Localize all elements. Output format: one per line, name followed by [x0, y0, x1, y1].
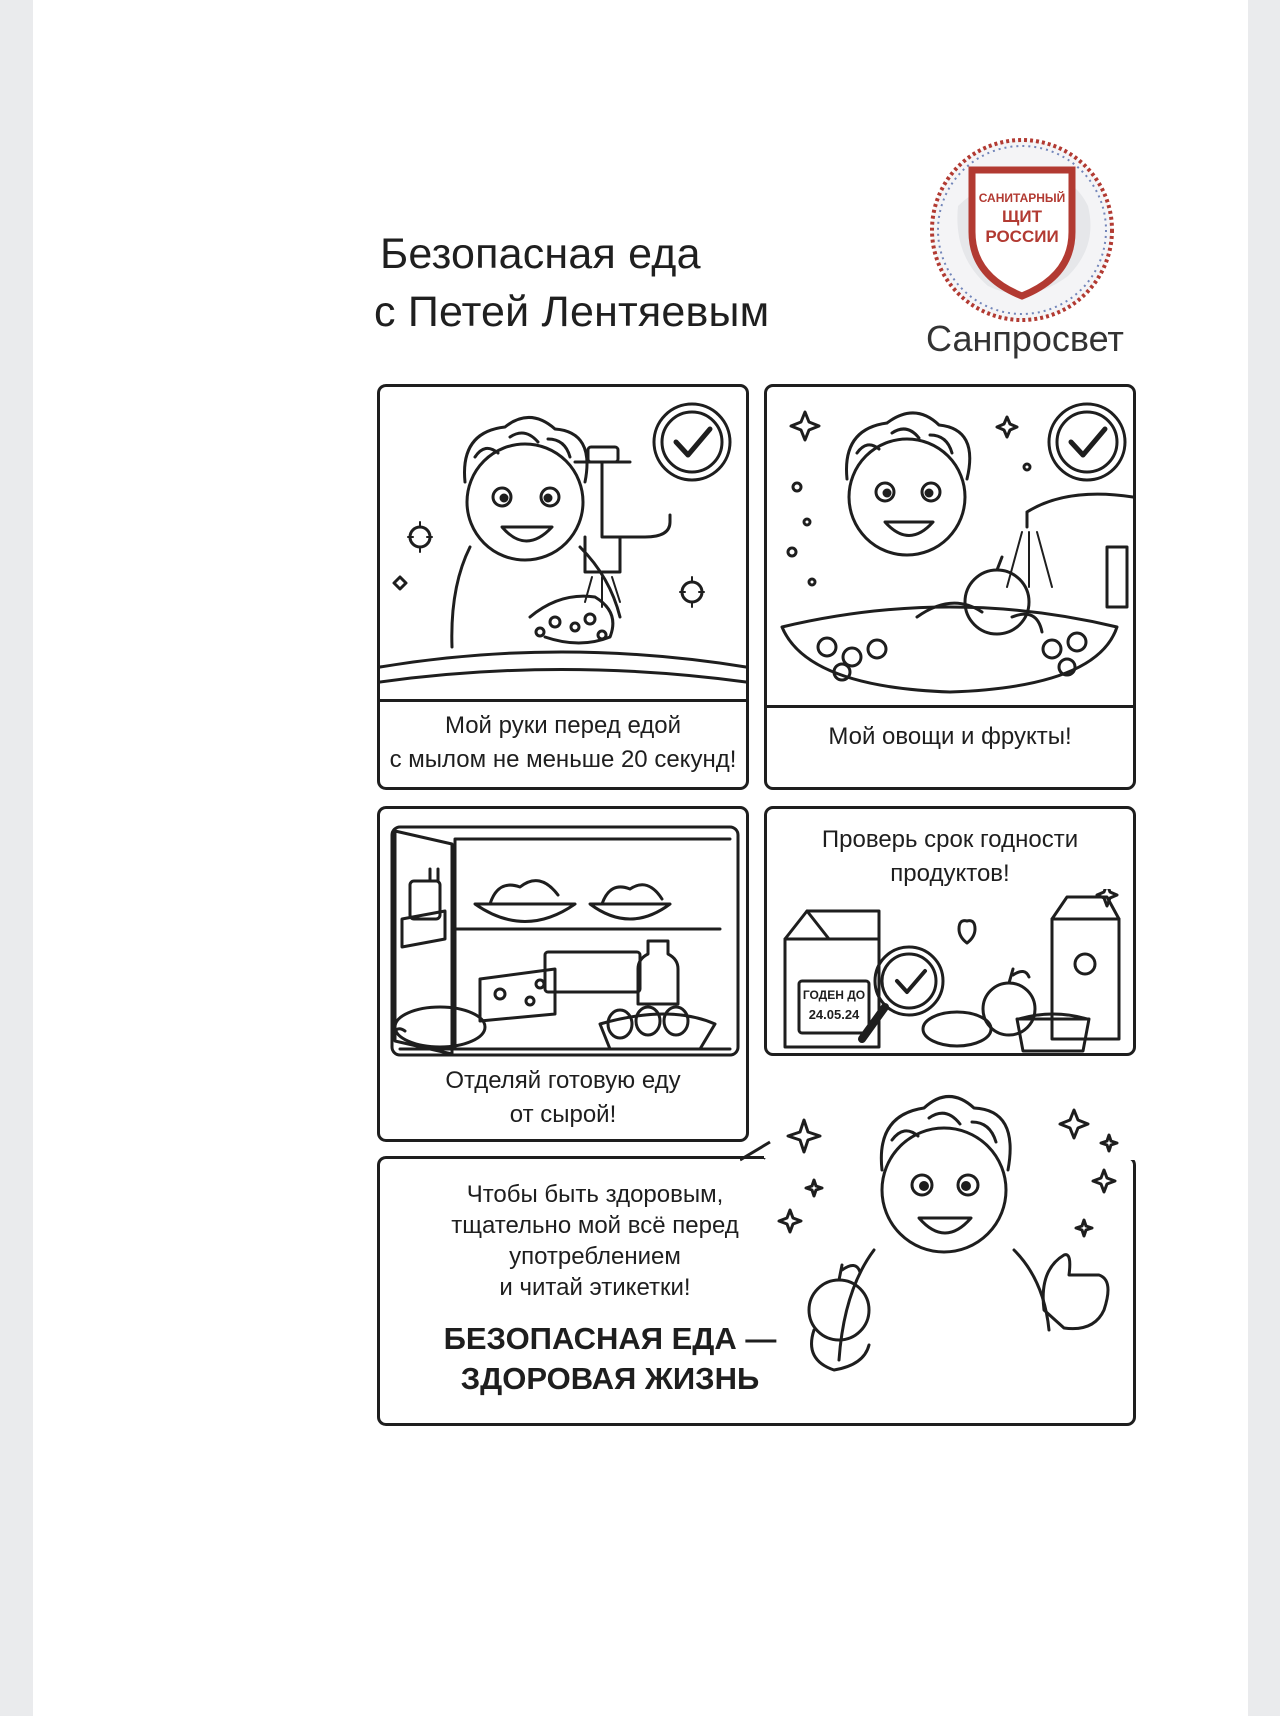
final-text-line-2: тщательно мой всё перед [451, 1212, 739, 1239]
expiry-label-line-2: 24.05.24 [808, 1007, 860, 1022]
brand-name: Санпросвет [926, 318, 1124, 359]
final-text-line-1: Чтобы быть здоровым, [466, 1181, 724, 1208]
panel-wash-hands [377, 384, 749, 790]
title-line-2: с Петей Лентяевым [374, 288, 770, 336]
slogan-line-1: БЕЗОПАСНАЯ ЕДА — [443, 1321, 777, 1356]
speech-bubble-tail [740, 1140, 780, 1164]
title-line-1: Безопасная еда [380, 230, 701, 278]
boy-washing-hands-illustration [380, 387, 746, 699]
caption-wash-hands-line-1: Мой руки перед едой [444, 712, 682, 739]
caption-separate-line-1: Отделяй готовую еду [445, 1067, 681, 1094]
slogan-line-2: ЗДОРОВАЯ ЖИЗНЬ [460, 1361, 760, 1396]
panel-wash-produce [764, 384, 1136, 790]
final-text-line-4: и читай этикетки! [499, 1274, 691, 1301]
badge-text-middle: ЩИТ [1002, 207, 1042, 226]
caption-separate-line-2: от сырой! [509, 1101, 617, 1128]
groceries-illustration [767, 889, 1133, 1053]
panel-separate-food [377, 806, 749, 1142]
badge-text-bottom: РОССИИ [985, 227, 1059, 246]
caption-expiry-line-1: Проверь срок годности [821, 826, 1079, 853]
caption-expiry-line-2: продуктов! [890, 860, 1010, 887]
boy-washing-vegetables-illustration [767, 387, 1133, 705]
boy-thumbs-up-illustration [764, 1060, 1136, 1426]
fridge-illustration [380, 809, 746, 1059]
sanitary-shield-logo [928, 136, 1116, 324]
caption-wash-hands-line-2: с мылом не меньше 20 секунд! [389, 746, 737, 773]
panel-check-expiry [764, 806, 1136, 1056]
badge-text-top: САНИТАРНЫЙ [978, 191, 1066, 205]
caption-wash-produce: Мой овощи и фрукты! [828, 723, 1072, 750]
page-title [348, 225, 769, 341]
expiry-label-line-1: ГОДЕН ДО [802, 988, 866, 1002]
final-text-line-3: употреблением [509, 1243, 681, 1270]
